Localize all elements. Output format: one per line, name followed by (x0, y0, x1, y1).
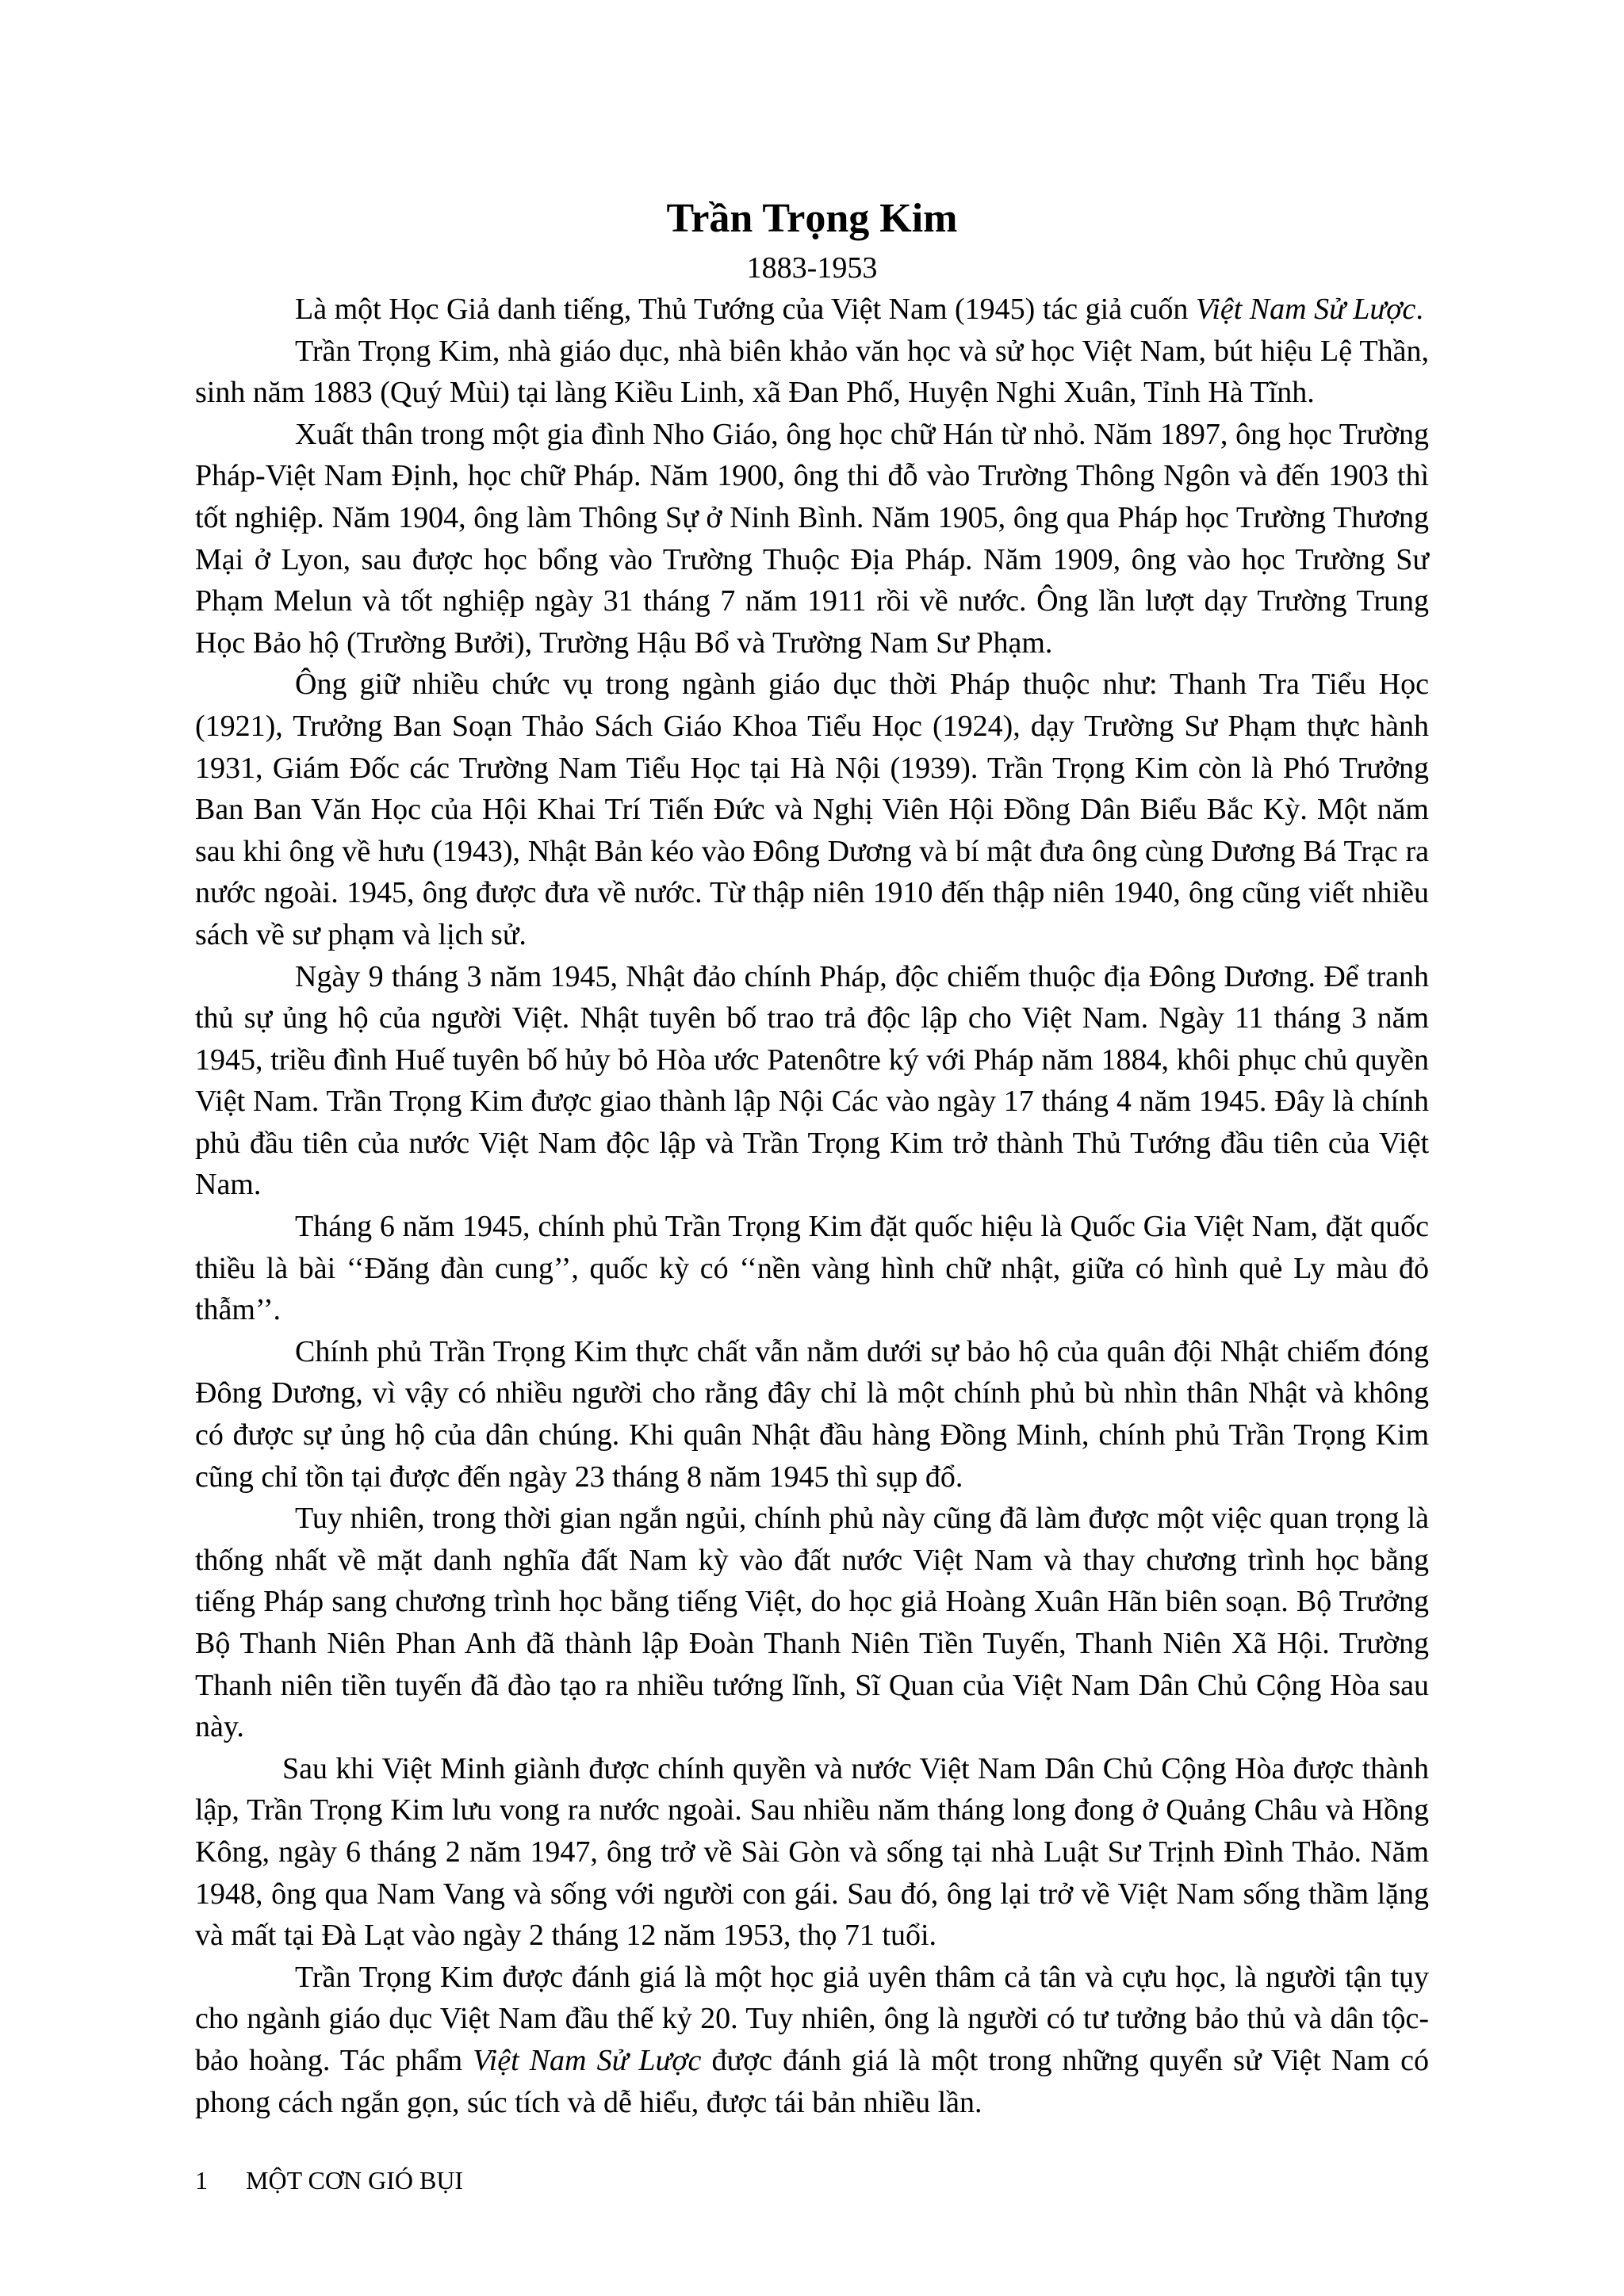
intro-text: Là một Học Giả danh tiếng, Thủ Tướng của Việt Nam (1945) tác giả cuốn (295, 293, 1196, 326)
paragraph: Sau khi Việt Minh giành được chính quyền và nước Việt Nam Dân Chủ Cộng Hòa được thành lập, Trần Trọng Kim lưu vong ra nước ngoài. Sau nhiều năm tháng long đong ở Quảng Châu và Hồng Kông, ngày 6 tháng 2 năm 1947, ông trở về Sài Gòn và sống tại nhà Luật Sư Trịnh Đình Thảo. Năm 1948, ông qua Nam Vang và sống với người con gái. Sau đó, ông lại trở về Việt Nam sống thầm lặng và mất tại Đà Lạt vào ngày 2 tháng 12 năm 1953, thọ 71 tuổi. (195, 1751, 1429, 1953)
life-years: 1883-1953 (746, 251, 878, 285)
document-body (195, 190, 1429, 2123)
closing-text: Trần Trọng Kim được đánh giá là một học giả uyên thâm cả tân và cựu học, là người tận tụy cho ngành giáo dục Việt Nam đầu thế kỷ 20. Tuy nhiên, ông là người có tư tưởng bảo thủ và dân tộc-bảo hoàng. Tác phẩm (195, 1960, 1429, 2077)
intro-paragraph (195, 289, 1429, 331)
paragraph: Ngày 9 tháng 3 năm 1945, Nhật đảo chính Pháp, độc chiếm thuộc địa Đông Dương. Để tranh thủ sự ủng hộ của người Việt. Nhật tuyên bố trao trả độc lập cho Việt Nam. Ngày 11 tháng 3 năm 1945, triều đình Huế tuyên bố hủy bỏ Hòa ước Patenôtre ký với Pháp năm 1884, khôi phục chủ quyền Việt Nam. Trần Trọng Kim được giao thành lập Nội Các vào ngày 17 tháng 4 năm 1945. Đây là chính phủ đầu tiên của nước Việt Nam độc lập và Trần Trọng Kim trở thành Thủ Tướng đầu tiên của Việt Nam. (195, 959, 1429, 1202)
footer-book-title: MỘT CƠN GIÓ BỤI (246, 2166, 464, 2195)
paragraph: Chính phủ Trần Trọng Kim thực chất vẫn nằm dưới sự bảo hộ của quân đội Nhật chiếm đóng Đông Dương, vì vậy có nhiều người cho rằng đây chỉ là một chính phủ bù nhìn thân Nhật và không có được sự ủng hộ của dân chúng. Khi quân Nhật đầu hàng Đồng Minh, chính phủ Trần Trọng Kim cũng chỉ tồn tại được đến ngày 23 tháng 8 năm 1945 thì sụp đổ. (195, 1334, 1429, 1494)
paragraph: Xuất thân trong một gia đình Nho Giáo, ông học chữ Hán từ nhỏ. Năm 1897, ông học Trường Pháp-Việt Nam Định, học chữ Pháp. Năm 1900, ông thi đỗ vào Trường Thông Ngôn và đến 1903 thì tốt nghiệp. Năm 1904, ông làm Thông Sự ở Ninh Bình. Năm 1905, ông qua Pháp học Trường Thương Mại ở Lyon, sau được học bổng vào Trường Thuộc Địa Pháp. Năm 1909, ông vào học Trường Sư Phạm Melun và tốt nghiệp ngày 31 tháng 7 năm 1911 rồi về nước. Ông lần lượt dạy Trường Trung Học Bảo hộ (Trường Bưởi), Trường Hậu Bổ và Trường Nam Sư Phạm. (195, 417, 1429, 660)
page-number: 1 (195, 2166, 208, 2195)
book-title-italic: Việt Nam Sử Lược (473, 2043, 702, 2077)
closing-paragraph (195, 1957, 1429, 2123)
closing-end: được đánh giá là một trong những quyển sử Việt Nam có phong cách ngắn gọn, súc tích và dễ hiểu, được tái bản nhiều lần. (195, 2043, 1429, 2119)
paragraph: Tuy nhiên, trong thời gian ngắn ngủi, chính phủ này cũng đã làm được một việc quan trọng là thống nhất về mặt danh nghĩa đất Nam kỳ vào đất nước Việt Nam và thay chương trình học bằng tiếng Pháp sang chương trình học bằng tiếng Việt, do học giả Hoàng Xuân Hãn biên soạn. Bộ Trưởng Bộ Thanh Niên Phan Anh đã thành lập Đoàn Thanh Niên Tiền Tuyến, Thanh Niên Xã Hội. Trường Thanh niên tiền tuyến đã đào tạo ra nhiều tướng lĩnh, Sĩ Quan của Việt Nam Dân Chủ Cộng Hòa sau này. (195, 1502, 1429, 1744)
intro-end: . (1415, 293, 1423, 326)
page-title: Trần Trọng Kim (666, 196, 958, 241)
page-footer (195, 2163, 463, 2198)
paragraph: Trần Trọng Kim, nhà giáo dục, nhà biên khảo văn học và sử học Việt Nam, bút hiệu Lệ Thần, sinh năm 1883 (Quý Mùi) tại làng Kiều Linh, xã Đan Phố, Huyện Nghi Xuân, Tỉnh Hà Tĩnh. (195, 334, 1429, 410)
paragraph: Tháng 6 năm 1945, chính phủ Trần Trọng Kim đặt quốc hiệu là Quốc Gia Việt Nam, đặt quốc thiều là bài ‘‘Đăng đàn cung’’, quốc kỳ có ‘‘nền vàng hình chữ nhật, giữa có hình quẻ Ly màu đỏ thẫm’’. (195, 1210, 1429, 1327)
book-title-italic: Việt Nam Sử Lược (1195, 293, 1416, 326)
paragraph: Ông giữ nhiều chức vụ trong ngành giáo dục thời Pháp thuộc như: Thanh Tra Tiểu Học (1921), Trưởng Ban Soạn Thảo Sách Giáo Khoa Tiểu Học (1924), dạy Trường Sư Phạm thực hành 1931, Giám Đốc các Trường Nam Tiểu Học tại Hà Nội (1939). Trần Trọng Kim còn là Phó Trưởng Ban Ban Văn Học của Hội Khai Trí Tiến Đức và Nghị Viên Hội Đồng Dân Biểu Bắc Kỳ. Một năm sau khi ông về hưu (1943), Nhật Bản kéo vào Đông Dương và bí mật đưa ông cùng Dương Bá Trạc ra nước ngoài. 1945, ông được đưa về nước. Từ thập niên 1910 đến thập niên 1940, ông cũng viết nhiều sách về sư phạm và lịch sử. (195, 668, 1429, 951)
